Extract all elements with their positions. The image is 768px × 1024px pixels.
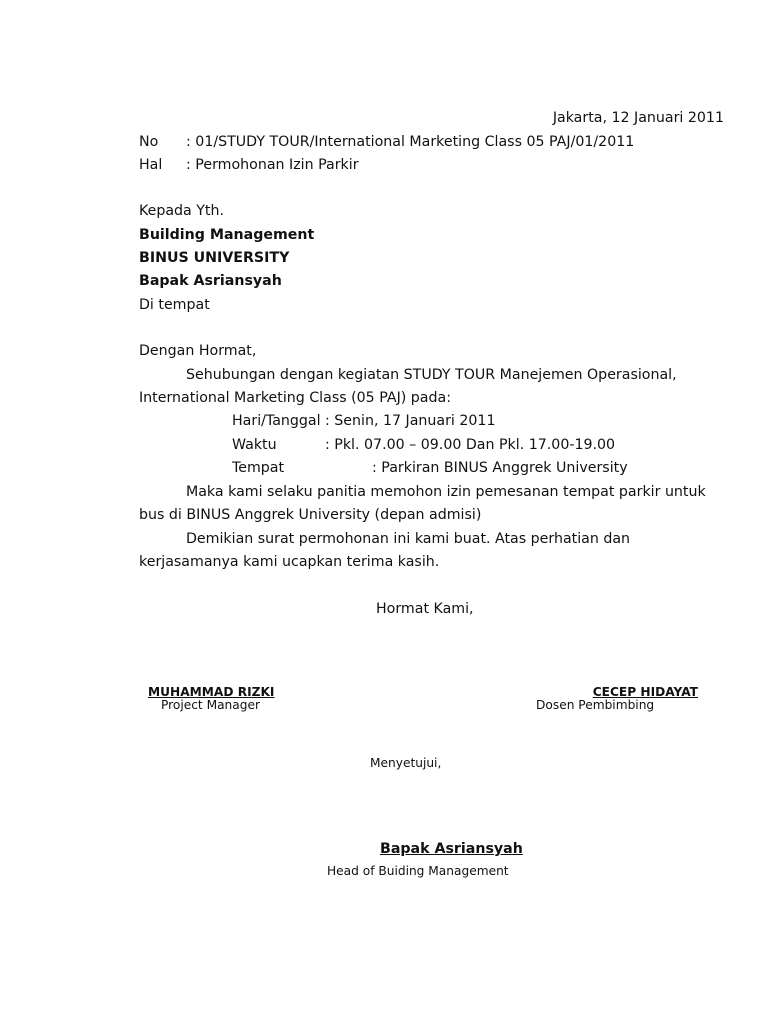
detail-time-label: Waktu: [232, 437, 277, 453]
approval-label: Menyetujui,: [370, 756, 442, 770]
approval-name: Bapak Asriansyah: [380, 841, 523, 857]
paragraph-3-line-2: kerjasamanya kami ucapkan terima kasih.: [139, 554, 440, 570]
closing: Hormat Kami,: [376, 601, 474, 617]
detail-place-label: Tempat: [232, 460, 285, 476]
paragraph-3-line-1: Demikian surat permohonan ini kami buat. Atas perhatian dan: [186, 531, 631, 547]
detail-place-value: : Parkiran BINUS Anggrek University: [372, 460, 628, 476]
no-value: : 01/STUDY TOUR/International Marketing Class 05 PAJ/01/2011: [186, 134, 635, 150]
recipient-line-4: Di tempat: [139, 297, 210, 313]
no-label: No: [139, 134, 159, 150]
hal-value: : Permohonan Izin Parkir: [186, 157, 359, 173]
recipient-line-2: BINUS UNIVERSITY: [139, 250, 290, 266]
detail-time-value: : Pkl. 07.00 – 09.00 Dan Pkl. 17.00-19.00: [325, 437, 616, 453]
recipient-line-3: Bapak Asriansyah: [139, 273, 282, 289]
recipient-line-1: Building Management: [139, 227, 315, 243]
signatory-left-title: Project Manager: [161, 698, 260, 712]
letter-date: Jakarta, 12 Januari 2011: [552, 110, 724, 126]
salutation: Dengan Hormat,: [139, 343, 257, 359]
paragraph-1-line-1: Sehubungan dengan kegiatan STUDY TOUR Manejemen Operasional,: [186, 367, 677, 383]
detail-date-label: Hari/Tanggal: [232, 413, 321, 429]
paragraph-2-line-2: bus di BINUS Anggrek University (depan admisi): [139, 507, 482, 523]
hal-label: Hal: [139, 157, 163, 173]
signatory-right-title: Dosen Pembimbing: [536, 698, 655, 712]
signatory-right-name: CECEP HIDAYAT: [592, 685, 698, 699]
paragraph-1-line-2: International Marketing Class (05 PAJ) pada:: [139, 390, 451, 406]
paragraph-2-line-1: Maka kami selaku panitia memohon izin pemesanan tempat parkir untuk: [186, 484, 706, 500]
signatory-left-name: MUHAMMAD RIZKI: [148, 685, 275, 699]
detail-date-value: : Senin, 17 Januari 2011: [325, 413, 496, 429]
approval-title: Head of Buiding Management: [327, 864, 509, 878]
recipient-greeting: Kepada Yth.: [139, 203, 224, 219]
